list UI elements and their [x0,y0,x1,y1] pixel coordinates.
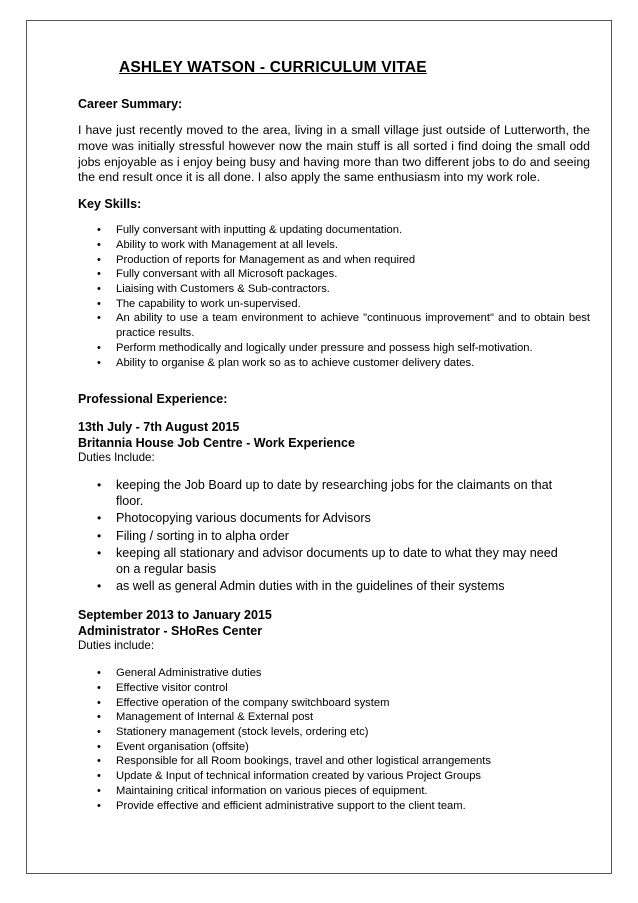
career-summary-text: I have just recently moved to the area, living in a small village just outside of Lutterworth, the move was initially stressful however now the main stuff is all sorted i find doing the small odd jobs enjoyable as i enjoy being busy and having more than two different jobs to do and seeing the end result once it is all done. I also apply the same enthusiasm into my work role. [78,123,590,185]
list-item: • Management of Internal & External post [78,710,590,725]
duties-label: Duties Include: [78,451,155,465]
list-item: • Liaising with Customers & Sub-contractors. [78,282,590,297]
job-dates: September 2013 to January 2015 [78,608,272,623]
list-item: • Fully conversant with inputting & updating documentation. [78,223,590,238]
job-duties-list [78,666,590,813]
key-skills-heading: Key Skills: [78,197,142,212]
job-role: Britannia House Job Centre - Work Experience [78,436,355,451]
list-item: • An ability to use a team environment to achieve "continuous improvement" and to obtain best practice results. [78,311,590,340]
list-item: • General Administrative duties [78,666,590,681]
duties-label: Duties include: [78,639,155,653]
list-item: • Update & Input of technical information created by various Project Groups [78,769,590,784]
list-item: • Maintaining critical information on various pieces of equipment. [78,784,590,799]
cv-content [78,59,590,813]
list-item: • Effective visitor control [78,681,590,696]
list-item: • Fully conversant with all Microsoft packages. [78,267,590,282]
list-item: • Perform methodically and logically under pressure and possess high self-motivation. [78,341,590,356]
job-role: Administrator - SHoRes Center [78,624,263,639]
job-dates: 13th July - 7th August 2015 [78,420,240,435]
job-duties-list [78,478,590,595]
list-item: • as well as general Admin duties with in the guidelines of their systems [78,579,590,595]
list-item: • Photocopying various documents for Advisors [78,511,590,527]
document-title: ASHLEY WATSON - CURRICULUM VITAE [119,59,427,76]
list-item: • The capability to work un-supervised. [78,297,590,312]
list-item: • Filing / sorting in to alpha order [78,529,590,545]
list-item: • Event organisation (offsite) [78,740,590,755]
list-item: • Ability to organise & plan work so as to achieve customer delivery dates. [78,356,590,371]
list-item: • Effective operation of the company switchboard system [78,696,590,711]
career-summary-heading: Career Summary: [78,97,183,111]
list-item: • Responsible for all Room bookings, travel and other logistical arrangements [78,754,590,769]
list-item: • Production of reports for Management as and when required [78,253,590,268]
list-item: • keeping the Job Board up to date by researching jobs for the claimants on that floor. [78,478,590,510]
list-item: • keeping all stationary and advisor documents up to date to what they may need on a regular basis [78,546,590,578]
list-item: • Ability to work with Management at all levels. [78,238,590,253]
list-item: • Provide effective and efficient administrative support to the client team. [78,799,590,814]
key-skills-list [78,223,590,370]
list-item: • Stationery management (stock levels, ordering etc) [78,725,590,740]
cv-page [26,20,612,874]
experience-heading: Professional Experience: [78,392,228,407]
